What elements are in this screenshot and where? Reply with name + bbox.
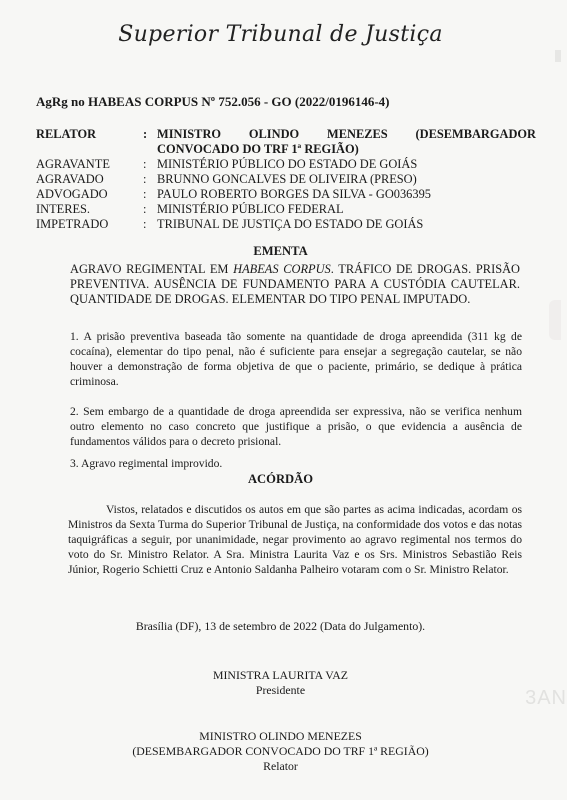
- ementa-item-3: 3. Agravo regimental improvido.: [70, 457, 223, 470]
- page-edge-mark: [555, 50, 561, 62]
- party-role: IMPETRADO: [36, 217, 109, 231]
- party-separator: :: [143, 187, 147, 201]
- party-separator: :: [143, 202, 147, 216]
- party-role: AGRAVADO: [36, 172, 104, 186]
- signature-title: Presidente: [255, 683, 306, 697]
- party-row-agravado: [36, 172, 536, 187]
- party-role: INTERES.: [36, 202, 91, 216]
- page-edge-mark: [549, 300, 561, 340]
- ementa-item-1: 1. A prisão preventiva baseada tão somente na quantidade de droga apreendida (311 kg de cocaína), elementar do tipo penal, não é suficiente para ensejar a segregação cautelar, se não houver a demonstração de forma objetiva de que o paciente, primário, se dedique à prática criminosa.: [70, 330, 522, 388]
- party-role: ADVOGADO: [36, 187, 108, 201]
- party-name: TRIBUNAL DE JUSTIÇA DO ESTADO DE GOIÁS: [157, 217, 424, 231]
- party-row-agravante: [36, 157, 536, 172]
- ementa-summary: [70, 262, 520, 307]
- party-separator: :: [143, 127, 148, 141]
- party-name: MINISTÉRIO PÚBLICO DO ESTADO DE GOIÁS: [157, 157, 418, 171]
- acordao-body: Vistos, relatados e discutidos os autos em que são partes as acima indicadas, acordam os Ministros da Sexta Turma do Superior Tribunal de Justiça, na conformidade dos votos e das notas taquigráficas a seguir, por unanimidade, negar provimento ao agravo regimental nos termos do voto do Sr. Ministro Relator. A Sra. Ministra Laurita Vaz e os Srs. Ministros Sebastião Reis Júnior, Rogerio Schietti Cruz e Antonio Saldanha Palheiro votaram com o Sr. Ministro Relator.: [68, 503, 522, 576]
- signature-title: Relator: [263, 759, 298, 773]
- party-separator: :: [143, 172, 147, 186]
- process-title: AgRg no HABEAS CORPUS Nº 752.056 - GO (2022/0196146-4): [36, 94, 390, 109]
- ementa-title: EMENTA: [253, 244, 308, 258]
- party-role: RELATOR: [36, 127, 97, 141]
- party-name: MINISTRO OLINDO MENEZES (DESEMBARGADOR CONVOCADO DO TRF 1ª REGIÃO): [157, 127, 536, 156]
- ementa-head-italic: HABEAS CORPUS: [233, 262, 331, 276]
- court-name-logo: Superior Tribunal de Justiça: [118, 22, 443, 47]
- party-separator: :: [143, 217, 147, 231]
- party-row-impetrado: [36, 217, 536, 232]
- signature-name: MINISTRO OLINDO MENEZES: [199, 729, 362, 743]
- party-role: AGRAVANTE: [36, 157, 110, 171]
- ementa-head-part2: . TRÁFICO DE DROGAS. PRISÃO PREVENTIVA. AUSÊNCIA DE FUNDAMENTO PARA A CUSTÓDIA CAUTELAR. QUANTIDADE DE DROGAS. ELEMENTAR DO TIPO PENAL IMPUTADO.: [70, 262, 520, 306]
- party-row-interes: [36, 202, 536, 217]
- party-name: PAULO ROBERTO BORGES DA SILVA - GO036395: [157, 187, 431, 201]
- signature-subtitle: (DESEMBARGADOR CONVOCADO DO TRF 1ª REGIÃO): [132, 744, 429, 758]
- ementa-item-2: 2. Sem embargo de a quantidade de droga apreendida ser expressiva, não se verifica nenhum outro elemento no caso concreto que justifique a prisão, o que evidencia a ausência de fundamentos válidos para o decreto prisional.: [70, 405, 522, 448]
- signature-name: MINISTRA LAURITA VAZ: [213, 668, 348, 682]
- page-edge-watermark: 3AN: [525, 687, 567, 709]
- party-row-relator: [36, 127, 536, 157]
- party-name: MINISTÉRIO PÚBLICO FEDERAL: [157, 202, 344, 216]
- party-separator: :: [143, 157, 147, 171]
- acordao-title: ACÓRDÃO: [247, 472, 314, 486]
- parties-table: [36, 127, 536, 232]
- judgment-date: Brasília (DF), 13 de setembro de 2022 (Data do Julgamento).: [135, 619, 426, 633]
- party-row-advogado: [36, 187, 536, 202]
- ementa-head-part1: AGRAVO REGIMENTAL EM: [70, 262, 234, 276]
- party-name: BRUNNO GONCALVES DE OLIVEIRA (PRESO): [157, 172, 417, 186]
